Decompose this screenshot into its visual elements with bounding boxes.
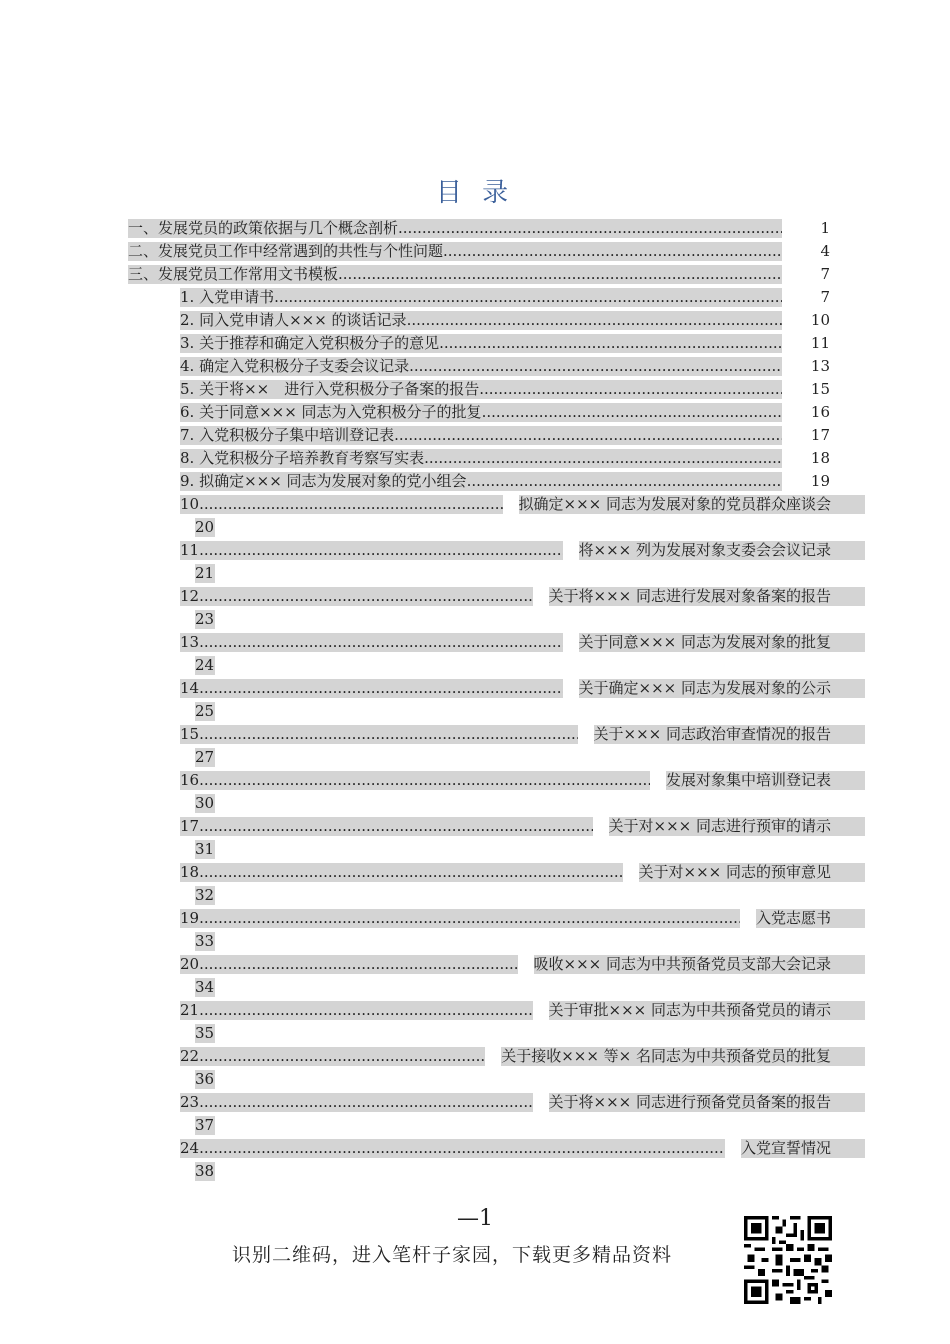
toc-entry-number: 22 bbox=[180, 1047, 200, 1065]
toc-entry[interactable] bbox=[180, 449, 832, 468]
dot-leader bbox=[409, 357, 782, 376]
toc-entry-title: 将××× 列为发展对象支委会会议记录 bbox=[579, 541, 865, 560]
toc-page-number: 38 bbox=[195, 1162, 215, 1180]
toc-entry-title: 拟确定××× 同志为发展对象的党员群众座谈会 bbox=[519, 495, 865, 514]
toc-entry-title: 关于将××× 同志进行预备党员备案的报告 bbox=[549, 1093, 865, 1112]
toc-entry-title: 9. 拟确定××× 同志为发展对象的党小组会 bbox=[180, 472, 467, 490]
toc-entry-title: 关于接收××× 等× 名同志为中共预备党员的批复 bbox=[501, 1047, 865, 1066]
toc-entry-title: 入党宣誓情况 bbox=[741, 1139, 865, 1158]
toc-page-number: 35 bbox=[195, 1024, 215, 1042]
toc-entry-title: 2. 同入党申请人××× 的谈话记录 bbox=[180, 311, 407, 329]
toc-entry[interactable] bbox=[180, 426, 832, 445]
dot-leader bbox=[199, 863, 622, 882]
toc-entry[interactable] bbox=[128, 219, 832, 238]
toc-entry-number: 16 bbox=[180, 771, 200, 789]
toc-entry-number: 11 bbox=[180, 541, 200, 559]
toc-entry-title: 8. 入党积极分子培养教育考察写实表 bbox=[180, 449, 425, 467]
dot-leader bbox=[424, 449, 782, 468]
dot-leader bbox=[199, 1047, 485, 1066]
dot-leader bbox=[467, 472, 782, 491]
toc-entry-number: 15 bbox=[180, 725, 200, 743]
toc-page-number: 19 bbox=[798, 472, 832, 491]
toc-entry[interactable] bbox=[180, 725, 865, 744]
toc-page-number: 21 bbox=[195, 564, 215, 582]
toc-entry-title: 4. 确定入党积极分子支委会议记录 bbox=[180, 357, 410, 375]
dot-leader bbox=[199, 495, 502, 514]
toc-entry-title: 吸收××× 同志为中共预备党员支部大会记录 bbox=[534, 955, 865, 974]
dot-leader bbox=[199, 587, 532, 606]
toc-entry-number: 19 bbox=[180, 909, 200, 927]
toc-entry-title: 二、发展党员工作中经常遇到的共性与个性问题 bbox=[128, 242, 444, 260]
toc-entry-number: 20 bbox=[180, 955, 200, 973]
toc-entry-title: 三、发展党员工作常用文书模板 bbox=[128, 265, 339, 283]
dot-leader bbox=[199, 679, 562, 698]
toc-entry-title: 一、发展党员的政策依据与几个概念剖析 bbox=[128, 219, 399, 237]
dot-leader bbox=[394, 426, 782, 445]
toc-entry[interactable] bbox=[180, 817, 865, 836]
dot-leader bbox=[199, 1093, 532, 1112]
toc-entry-title: 3. 关于推荐和确定入党积极分子的意见 bbox=[180, 334, 440, 352]
toc-entry[interactable] bbox=[180, 1047, 865, 1066]
toc-entry[interactable] bbox=[180, 771, 865, 790]
dot-leader bbox=[439, 334, 782, 353]
toc-entry-title: 7. 入党积极分子集中培训登记表 bbox=[180, 426, 395, 444]
toc-page-number: 30 bbox=[195, 794, 215, 812]
dot-leader bbox=[199, 725, 577, 744]
toc-page-number: 7 bbox=[798, 265, 832, 284]
toc-entry-title: 关于审批××× 同志为中共预备党员的请示 bbox=[549, 1001, 865, 1020]
toc-entry[interactable] bbox=[180, 633, 865, 652]
toc-entry-number: 14 bbox=[180, 679, 200, 697]
toc-page-number: 32 bbox=[195, 886, 215, 904]
page-title: 目 录 bbox=[435, 178, 515, 208]
toc-entry[interactable] bbox=[180, 495, 865, 514]
toc-entry-number: 23 bbox=[180, 1093, 200, 1111]
toc-page-number: 20 bbox=[195, 518, 215, 536]
toc-entry[interactable] bbox=[180, 403, 832, 422]
toc-page-number: 18 bbox=[798, 449, 832, 468]
dot-leader bbox=[199, 1001, 532, 1020]
dot-leader bbox=[199, 771, 650, 790]
dot-leader bbox=[338, 265, 782, 284]
toc-entry[interactable] bbox=[180, 1093, 865, 1112]
dot-leader bbox=[199, 909, 740, 928]
toc-entry[interactable] bbox=[128, 242, 832, 261]
toc-entry[interactable] bbox=[180, 909, 865, 928]
dot-leader bbox=[274, 288, 782, 307]
toc-entry[interactable] bbox=[180, 863, 865, 882]
toc-entry-title: 关于确定××× 同志为发展对象的公示 bbox=[579, 679, 865, 698]
toc-entry[interactable] bbox=[180, 357, 832, 376]
dot-leader bbox=[479, 380, 782, 399]
toc-page-number: 10 bbox=[798, 311, 832, 330]
toc-entry[interactable] bbox=[180, 955, 865, 974]
toc-page-number: 23 bbox=[195, 610, 215, 628]
toc-page-number: 1 bbox=[798, 219, 832, 238]
toc-page-number: 27 bbox=[195, 748, 215, 766]
qr-code-icon bbox=[744, 1216, 832, 1304]
toc-page-number: 4 bbox=[798, 242, 832, 261]
toc-entry[interactable] bbox=[180, 472, 832, 491]
toc-entry-title: 1. 入党申请书 bbox=[180, 288, 275, 306]
footer-note: 识别二维码，进入笔杆子家园，下载更多精品资料 bbox=[232, 1244, 673, 1266]
dot-leader bbox=[199, 1139, 725, 1158]
dot-leader bbox=[199, 955, 517, 974]
toc-entry-title: 关于将××× 同志进行发展对象备案的报告 bbox=[549, 587, 865, 606]
dot-leader bbox=[482, 403, 782, 422]
toc-page-number: 36 bbox=[195, 1070, 215, 1088]
toc-entry[interactable] bbox=[180, 288, 832, 307]
toc-entry[interactable] bbox=[180, 380, 832, 399]
toc-entry[interactable] bbox=[180, 311, 832, 330]
toc-entry-title: 入党志愿书 bbox=[756, 909, 865, 928]
page-number: —1 bbox=[457, 1206, 493, 1231]
toc-entry[interactable] bbox=[128, 265, 832, 284]
toc-page-number: 37 bbox=[195, 1116, 215, 1134]
toc-entry-number: 12 bbox=[180, 587, 200, 605]
toc-page-number: 15 bbox=[798, 380, 832, 399]
toc-page-number: 13 bbox=[798, 357, 832, 376]
toc-page-number: 16 bbox=[798, 403, 832, 422]
toc-entry-title: 关于同意××× 同志为发展对象的批复 bbox=[579, 633, 865, 652]
toc-entry-number: 21 bbox=[180, 1001, 200, 1019]
toc-entry-title: 关于对××× 同志进行预审的请示 bbox=[609, 817, 865, 836]
toc-page-number: 33 bbox=[195, 932, 215, 950]
toc-entry-title: 6. 关于同意××× 同志为入党积极分子的批复 bbox=[180, 403, 482, 421]
toc-page-number: 31 bbox=[195, 840, 215, 858]
dot-leader bbox=[199, 633, 562, 652]
toc-entry-number: 18 bbox=[180, 863, 200, 881]
dot-leader bbox=[199, 541, 562, 560]
toc-entry-title: 关于××× 同志政治审查情况的报告 bbox=[594, 725, 865, 744]
toc-entry-number: 10 bbox=[180, 495, 200, 513]
toc-entry[interactable] bbox=[180, 679, 865, 698]
toc-page-number: 11 bbox=[798, 334, 832, 353]
toc-page-number: 24 bbox=[195, 656, 215, 674]
toc-entry[interactable] bbox=[180, 334, 832, 353]
toc-entry-title: 关于对××× 同志的预审意见 bbox=[639, 863, 865, 882]
toc-entry[interactable] bbox=[180, 1001, 865, 1020]
toc-entry[interactable] bbox=[180, 1139, 865, 1158]
toc-page-number: 7 bbox=[798, 288, 832, 307]
toc-entry-number: 24 bbox=[180, 1139, 200, 1157]
dot-leader bbox=[398, 219, 782, 238]
toc-entry-number: 13 bbox=[180, 633, 200, 651]
dot-leader bbox=[407, 311, 782, 330]
dot-leader bbox=[199, 817, 592, 836]
dot-leader bbox=[443, 242, 782, 261]
toc-entry-title: 5. 关于将×× 进行入党积极分子备案的报告 bbox=[180, 380, 480, 398]
toc-entry[interactable] bbox=[180, 587, 865, 606]
toc-page-number: 25 bbox=[195, 702, 215, 720]
toc-page-number: 17 bbox=[798, 426, 832, 445]
toc-entry-number: 17 bbox=[180, 817, 200, 835]
toc-entry[interactable] bbox=[180, 541, 865, 560]
toc-entry-title: 发展对象集中培训登记表 bbox=[666, 771, 865, 790]
toc-page-number: 34 bbox=[195, 978, 215, 996]
